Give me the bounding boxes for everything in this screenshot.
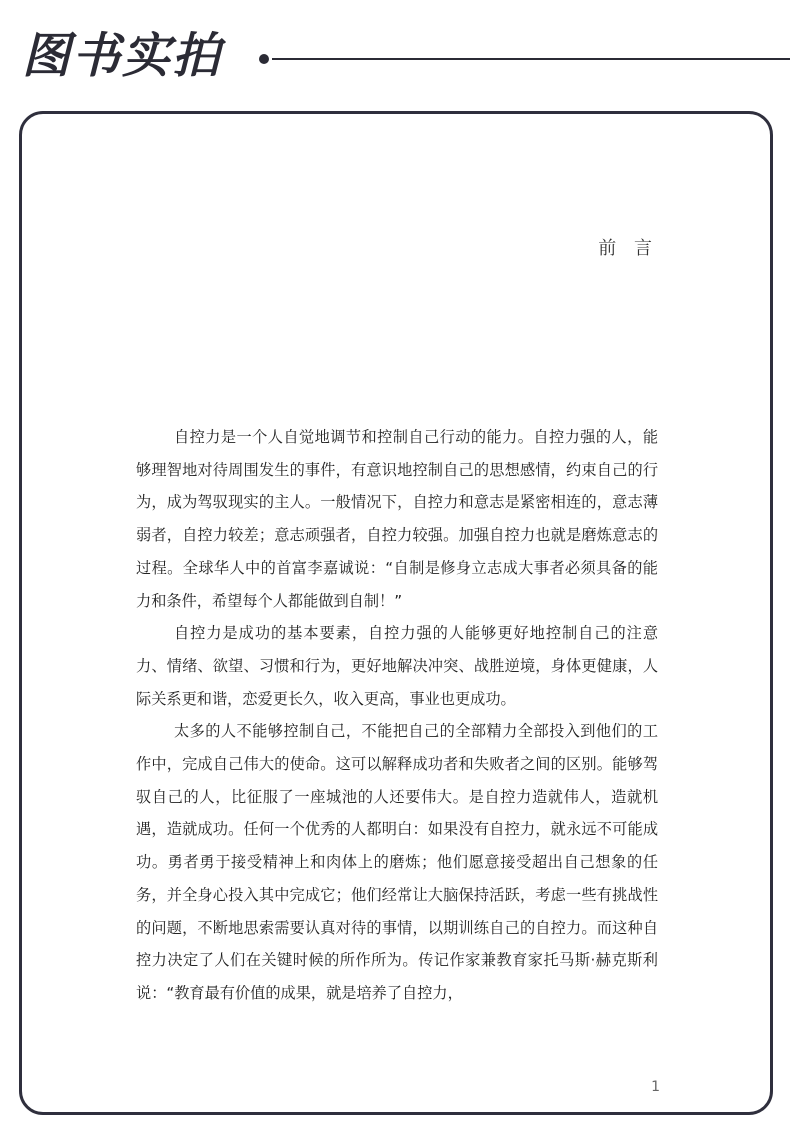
paragraph: 自控力是一个人自觉地调节和控制自己行动的能力。自控力强的人，能够理智地对待周围发生的事件，有意识地控制自己的思想感情，约束自己的行为，成为驾驭现实的主人。一般情况下，自控力和意志是紧密相连的，意志薄弱者，自控力较差；意志顽强者，自控力较强。加强自控力也就是磨炼意志的过程。全球华人中的首富李嘉诚说：“自制是修身立志成大事者必须具备的能力和条件，希望每个人都能做到自制！” <box>136 428 658 610</box>
header-divider <box>272 58 790 60</box>
paragraph: 太多的人不能够控制自己，不能把自己的全部精力全部投入到他们的工作中，完成自己伟大的使命。这可以解释成功者和失败者之间的区别。能够驾驭自己的人，比征服了一座城池的人还要伟大。是自控力造就伟人，造就机遇，造就成功。任何一个优秀的人都明白：如果没有自控力，就永远不可能成功。勇者勇于接受精神上和肉体上的磨炼；他们愿意接受超出自己想象的任务，并全身心投入其中完成它；他们经常让大脑保持活跃，考虑一些有挑战性的问题，不断地思索需要认真对待的事情，以期训练自己的自控力。而这种自控力决定了人们在关键时候的所作所为。传记作家兼教育家托马斯·赫克斯利说：“教育最有价值的成果，就是培养了自控力， <box>136 722 658 1002</box>
preface-heading: 前 言 <box>598 238 658 259</box>
page-number: 1 <box>651 1079 660 1095</box>
preface-body <box>136 421 658 1010</box>
paragraph: 自控力是成功的基本要素，自控力强的人能够更好地控制自己的注意力、情绪、欲望、习惯和行为，更好地解决冲突、战胜逆境，身体更健康，人际关系更和谐，恋爱更长久，收入更高，事业也更成功。 <box>136 624 658 708</box>
header-dot <box>259 54 269 64</box>
header-title: 图书实拍 <box>22 28 223 84</box>
